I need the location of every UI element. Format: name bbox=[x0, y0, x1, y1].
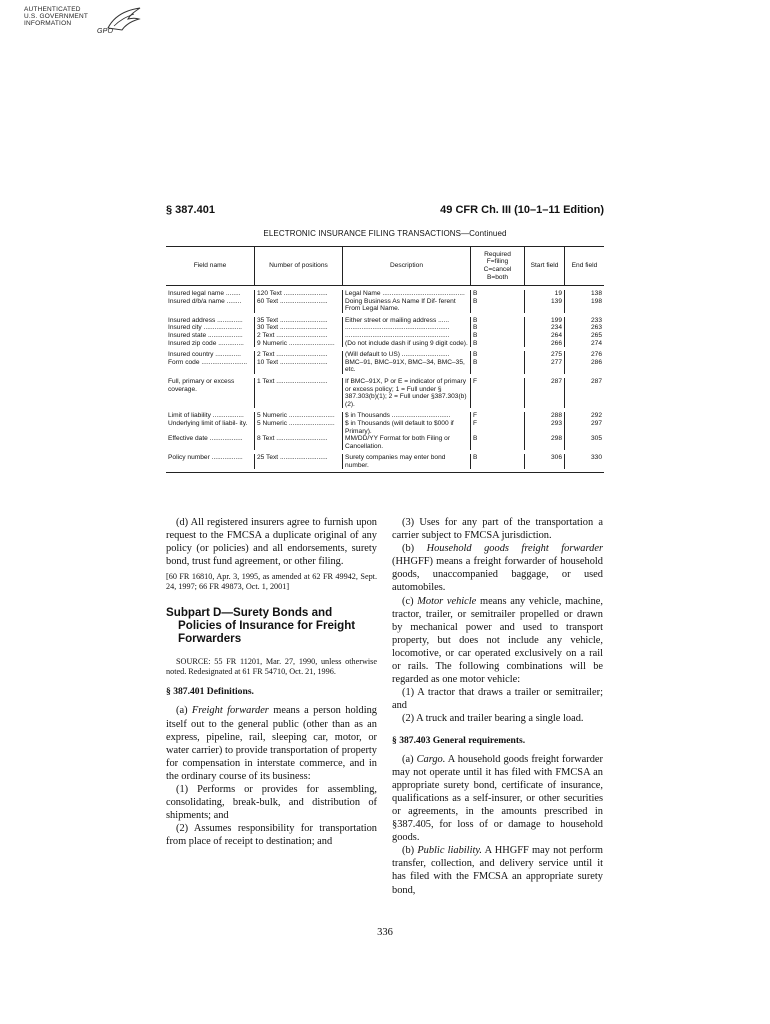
cell-description: Surety companies may enter bond number. bbox=[342, 454, 470, 469]
cell-end-field: 287 bbox=[564, 378, 604, 408]
cell-field-name: Insured legal name ........ bbox=[168, 290, 241, 297]
cell-field-name: Full, primary or excess coverage. bbox=[168, 377, 235, 393]
source-label: SOURCE: bbox=[176, 657, 211, 667]
cell-start-field: 199 bbox=[524, 317, 564, 325]
cell-positions: 35 Text .......................... bbox=[254, 317, 342, 325]
cell-description: $ in Thousands (will default to $000 if Primary). bbox=[342, 420, 470, 435]
table-row bbox=[166, 324, 604, 332]
cell-description: Doing Business As Name If Dif- ferent From Legal Name. bbox=[342, 298, 470, 313]
cell-description: Either street or mailing address ...... bbox=[342, 317, 470, 325]
cell-required: F bbox=[470, 378, 524, 408]
cell-field-name: Insured state ................... bbox=[168, 331, 243, 339]
para-text: means any vehicle, machine, tractor, trailer, or semitrailer propelled or drawn by mechanical power and used to transport property, but does not include any vehicle, locomotive, or car operated exclusively on a rail or rails. The following combinations will be regarded as one motor vehicle: bbox=[392, 595, 603, 686]
cell-start-field: 306 bbox=[524, 454, 564, 469]
item-2: (2) Assumes responsibility for transportation from place of receipt to destination; and bbox=[166, 823, 377, 848]
column-header: Description bbox=[342, 247, 470, 285]
cell-positions: 10 Text .......................... bbox=[254, 359, 342, 374]
cell-positions: 2 Text ............................ bbox=[254, 332, 342, 340]
cell-end-field: 274 bbox=[564, 340, 604, 348]
defined-term: Motor vehicle bbox=[417, 595, 477, 607]
source-note bbox=[166, 657, 377, 677]
cell-start-field: 287 bbox=[524, 378, 564, 408]
cell-description: ......................................................... bbox=[342, 332, 470, 340]
cell-required: B bbox=[470, 298, 524, 313]
cell-required: B bbox=[470, 317, 524, 325]
column-header: Required F=filing C=cancel B=both bbox=[470, 247, 524, 285]
table-row bbox=[166, 290, 604, 298]
seal-gpo: GPO bbox=[97, 28, 114, 35]
cell-start-field: 139 bbox=[524, 298, 564, 313]
cell-start-field: 293 bbox=[524, 420, 564, 435]
table-row bbox=[166, 454, 604, 469]
para-text: means a person holding itself out to the general public (other than as an express, pipeline, rail, sleeping car, motor, or water carrier) to provide transportation of property for compensation in interstate commerce, and in the ordinary course of its business: bbox=[166, 705, 378, 782]
para-text: (HHGFF) means a freight forwarder of household goods, unaccompanied baggage, or used automobiles. bbox=[392, 556, 603, 594]
cell-positions: 8 Text ............................ bbox=[254, 435, 342, 450]
item-3: (3) Uses for any part of the transportation a carrier subject to FMCSA jurisdiction. bbox=[392, 517, 603, 542]
table-row bbox=[166, 435, 604, 450]
table-row bbox=[166, 420, 604, 435]
cell-positions: 60 Text .......................... bbox=[254, 298, 342, 313]
cell-field-name: Limit of liability ................. bbox=[168, 412, 244, 420]
paragraph-403b bbox=[392, 844, 603, 896]
cell-description: ......................................................... bbox=[342, 324, 470, 332]
cell-required: B bbox=[470, 290, 524, 298]
cell-description: Legal Name ............................................. bbox=[342, 290, 470, 298]
para-prefix: (a) bbox=[176, 705, 192, 717]
cell-field-name: Insured address .............. bbox=[168, 316, 243, 324]
cell-start-field: 288 bbox=[524, 412, 564, 420]
defined-term: Household goods freight forwarder bbox=[426, 543, 603, 555]
table-body bbox=[166, 286, 604, 472]
cell-description: (Do not include dash if using 9 digit code). bbox=[342, 340, 470, 348]
seal-line-3: INFORMATION bbox=[24, 20, 72, 28]
cell-field-name: Underlying limit of liabil- ity. bbox=[168, 419, 248, 427]
cell-start-field: 277 bbox=[524, 359, 564, 374]
item-1: (1) Performs or provides for assembling, consolidating, break-bulk, and distribution of shipments; and bbox=[166, 784, 377, 822]
gpo-seal bbox=[24, 6, 142, 46]
seal-line-2: U.S. GOVERNMENT bbox=[24, 13, 89, 21]
cell-description: $ in Thousands ................................ bbox=[342, 412, 470, 420]
para-text: A HHGFF may not perform transfer, collection, and delivery service until it has filed with the FMCSA an appropriate surety bond, bbox=[392, 845, 603, 896]
cell-required: B bbox=[470, 324, 524, 332]
table-title: ELECTRONIC INSURANCE FILING TRANSACTIONS—Continued bbox=[263, 229, 507, 238]
cell-required: B bbox=[470, 435, 524, 450]
cell-positions: 120 Text ........................ bbox=[254, 290, 342, 298]
seal-line-1: AUTHENTICATED bbox=[24, 6, 81, 13]
cell-end-field: 138 bbox=[564, 290, 604, 298]
cell-positions: 9 Numeric ......................... bbox=[254, 340, 342, 348]
cell-field-name: Form code ......................... bbox=[168, 358, 248, 366]
cell-required: F bbox=[470, 420, 524, 435]
table-row bbox=[166, 412, 604, 420]
cell-required: B bbox=[470, 340, 524, 348]
cell-end-field: 263 bbox=[564, 324, 604, 332]
cell-description: BMC–91, BMC–91X, BMC–34, BMC–35, etc. bbox=[342, 359, 470, 374]
column-header: Field name bbox=[193, 262, 227, 270]
item-c2: (2) A truck and trailer bearing a single load. bbox=[402, 713, 584, 725]
subpart-heading: Subpart D—Surety Bonds and Policies of Insurance for Freight Forwarders bbox=[166, 606, 356, 646]
cell-field-name: Insured city ..................... bbox=[168, 324, 243, 332]
cell-required: B bbox=[470, 332, 524, 340]
section-header: § 387.401 bbox=[166, 204, 215, 216]
cell-required: B bbox=[470, 359, 524, 374]
cell-field-name: Effective date .................. bbox=[168, 435, 243, 443]
cell-end-field: 297 bbox=[564, 420, 604, 435]
section-heading-403: § 387.403 General requirements. bbox=[392, 734, 526, 746]
para-prefix: (c) bbox=[402, 595, 418, 607]
paragraph-a bbox=[166, 704, 377, 783]
cell-start-field: 19 bbox=[524, 290, 564, 298]
column-header: Number of positions bbox=[254, 247, 342, 285]
table-row bbox=[166, 332, 604, 340]
table-row bbox=[166, 298, 604, 313]
cell-positions: 5 Numeric ......................... bbox=[254, 420, 342, 435]
cell-start-field: 264 bbox=[524, 332, 564, 340]
cell-positions: 25 Text .......................... bbox=[254, 454, 342, 469]
para-prefix: (b) bbox=[402, 845, 418, 857]
cell-description: MM/DD/YY Format for both Filing or Cancellation. bbox=[342, 435, 470, 450]
cell-end-field: 286 bbox=[564, 359, 604, 374]
cell-required: F bbox=[470, 412, 524, 420]
cell-end-field: 276 bbox=[564, 351, 604, 359]
paragraph-c bbox=[392, 595, 603, 687]
cell-field-name: Policy number ................. bbox=[168, 454, 243, 462]
cell-end-field: 233 bbox=[564, 317, 604, 325]
right-column bbox=[392, 516, 603, 897]
filing-transactions-table bbox=[166, 246, 604, 473]
paragraph-b bbox=[392, 542, 603, 594]
cell-positions: 5 Numeric ......................... bbox=[254, 412, 342, 420]
cell-start-field: 234 bbox=[524, 324, 564, 332]
left-column bbox=[166, 516, 377, 849]
item-c1: (1) A tractor that draws a trailer or semitrailer; and bbox=[392, 687, 603, 712]
para-prefix: (a) bbox=[402, 753, 417, 765]
defined-term: Public liability. bbox=[417, 845, 482, 857]
paragraph-d: (d) All registered insurers agree to furnish upon request to the FMCSA a duplicate original of any policy (or policies) and all endorsements, surety bond, trust fund agreement, or other filing. bbox=[166, 517, 377, 568]
cell-required: B bbox=[470, 351, 524, 359]
table-header bbox=[166, 247, 604, 286]
cell-end-field: 330 bbox=[564, 454, 604, 469]
cell-positions: 1 Text ............................ bbox=[254, 378, 342, 408]
table-row bbox=[166, 359, 604, 374]
cell-end-field: 292 bbox=[564, 412, 604, 420]
cell-start-field: 298 bbox=[524, 435, 564, 450]
cell-end-field: 265 bbox=[564, 332, 604, 340]
cell-field-name: Insured zip code .............. bbox=[168, 339, 244, 347]
cell-end-field: 305 bbox=[564, 435, 604, 450]
cell-start-field: 275 bbox=[524, 351, 564, 359]
cell-end-field: 198 bbox=[564, 298, 604, 313]
paragraph-403a bbox=[392, 753, 603, 845]
cell-positions: 2 Text ............................ bbox=[254, 351, 342, 359]
column-header: Start field bbox=[524, 247, 564, 285]
cell-field-name: Insured d/b/a name ........ bbox=[168, 297, 242, 305]
cell-description: If BMC–91X, P or E = indicator of primary or excess policy; 1 = Full under § 387.303(b)(1); 2 = Full under §387.303(b)(2). bbox=[342, 378, 470, 408]
page-number: 336 bbox=[377, 927, 393, 938]
cell-description: (Will default to US) .......................... bbox=[342, 351, 470, 359]
defined-term: Freight forwarder bbox=[191, 705, 269, 717]
para-text: A household goods freight forwarder may not operate until it has filed with FMCSA an appropriate surety bond, certificate of insurance, qualifications as a self-insurer, or other securities or agreements, in the amounts prescribed in §387.405, for loss of or damage to household goods. bbox=[392, 753, 603, 844]
table-row bbox=[166, 351, 604, 359]
section-heading-401: § 387.401 Definitions. bbox=[166, 686, 254, 698]
cell-positions: 30 Text .......................... bbox=[254, 324, 342, 332]
running-title: 49 CFR Ch. III (10–1–11 Edition) bbox=[440, 204, 604, 216]
table-row bbox=[166, 378, 604, 408]
cell-field-name: Insured country .............. bbox=[168, 351, 241, 359]
column-header: End field bbox=[564, 247, 604, 285]
cell-start-field: 266 bbox=[524, 340, 564, 348]
defined-term: Cargo. bbox=[416, 753, 446, 765]
eagle-icon bbox=[104, 6, 144, 32]
cell-required: B bbox=[470, 454, 524, 469]
para-prefix: (b) bbox=[402, 543, 427, 555]
citation: [60 FR 16810, Apr. 3, 1995, as amended at 62 FR 49942, Sept. 24, 1997; 66 FR 49873, Oct. 1, 2001] bbox=[166, 572, 377, 592]
table-row bbox=[166, 340, 604, 348]
table-row bbox=[166, 317, 604, 325]
source-text: 55 FR 11201, Mar. 27, 1990, unless otherwise noted. Redesignated at 61 FR 54710, Oct. 21, 1996. bbox=[166, 657, 377, 677]
